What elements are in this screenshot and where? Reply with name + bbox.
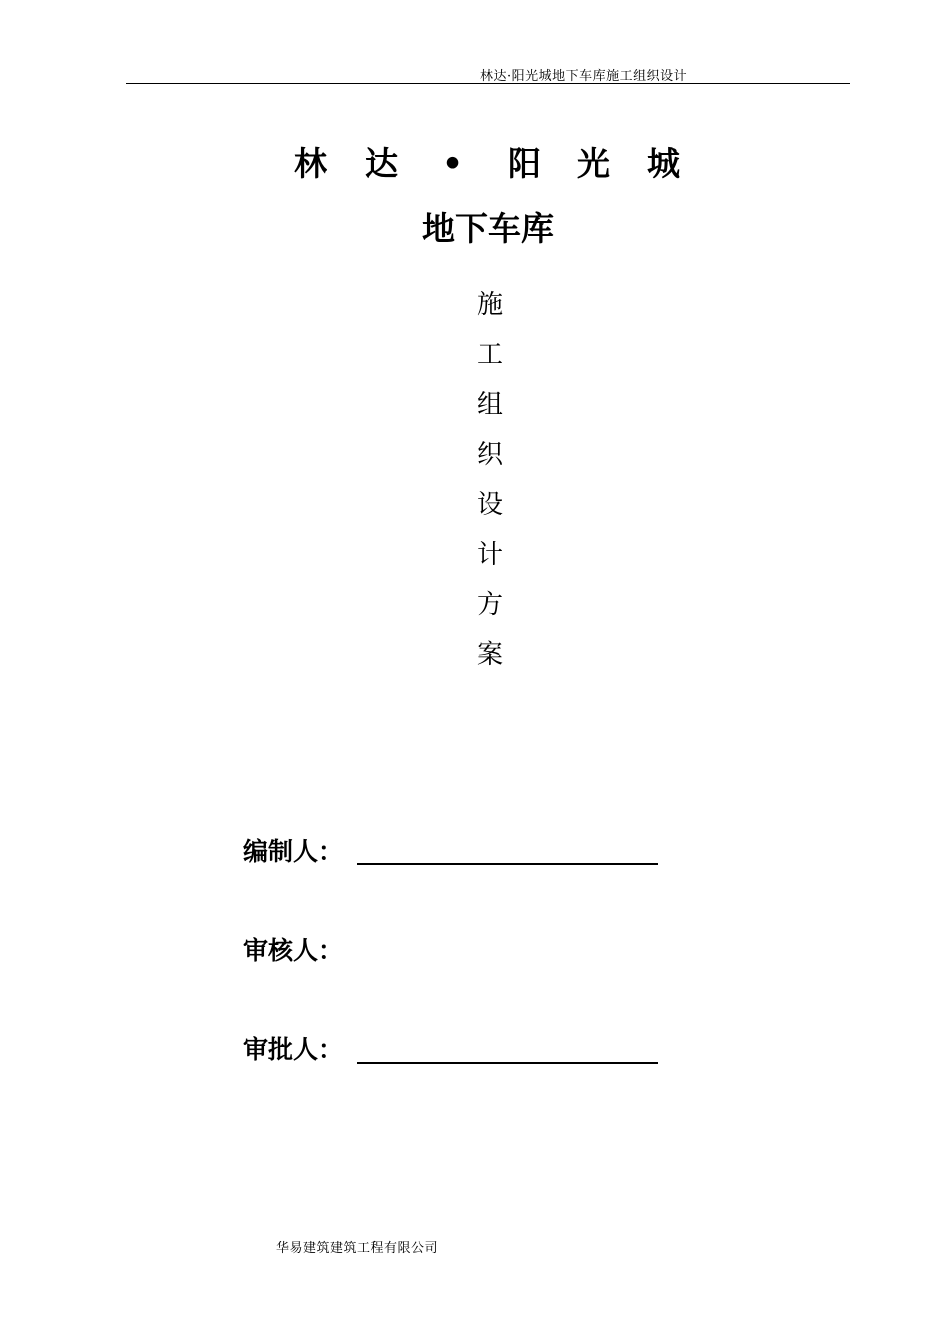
compiler-label: 编制人： bbox=[243, 837, 344, 866]
vertical-title-char: 织 bbox=[476, 440, 503, 470]
cover-title-line-2: 地下车库 bbox=[422, 209, 554, 248]
vertical-title-char: 方 bbox=[476, 590, 503, 620]
cover-title-line-1 bbox=[294, 140, 694, 188]
vertical-title-char: 施 bbox=[476, 290, 503, 320]
approver-signature-line bbox=[357, 1062, 658, 1064]
vertical-title-char: 工 bbox=[476, 340, 503, 370]
title-char: 光 bbox=[577, 144, 610, 183]
vertical-title-char: 计 bbox=[476, 540, 503, 570]
title-char: 城 bbox=[647, 144, 680, 183]
title-char: 阳 bbox=[508, 144, 541, 183]
cover-vertical-title bbox=[470, 286, 510, 686]
vertical-title-char: 设 bbox=[476, 490, 503, 520]
running-header: 林达·阳光城地下车库施工组织设计 bbox=[480, 69, 688, 84]
compiler-signature-line bbox=[357, 863, 658, 865]
reviewer-label: 审核人： bbox=[243, 936, 344, 965]
vertical-title-char: 案 bbox=[476, 640, 503, 670]
title-char: • bbox=[442, 144, 464, 183]
vertical-title-char: 组 bbox=[476, 390, 503, 420]
title-char: 林 bbox=[294, 144, 327, 183]
company-name: 华易建筑建筑工程有限公司 bbox=[276, 1241, 439, 1256]
title-char: 达 bbox=[365, 144, 398, 183]
approver-label: 审批人： bbox=[243, 1035, 344, 1064]
header-rule bbox=[126, 83, 850, 84]
